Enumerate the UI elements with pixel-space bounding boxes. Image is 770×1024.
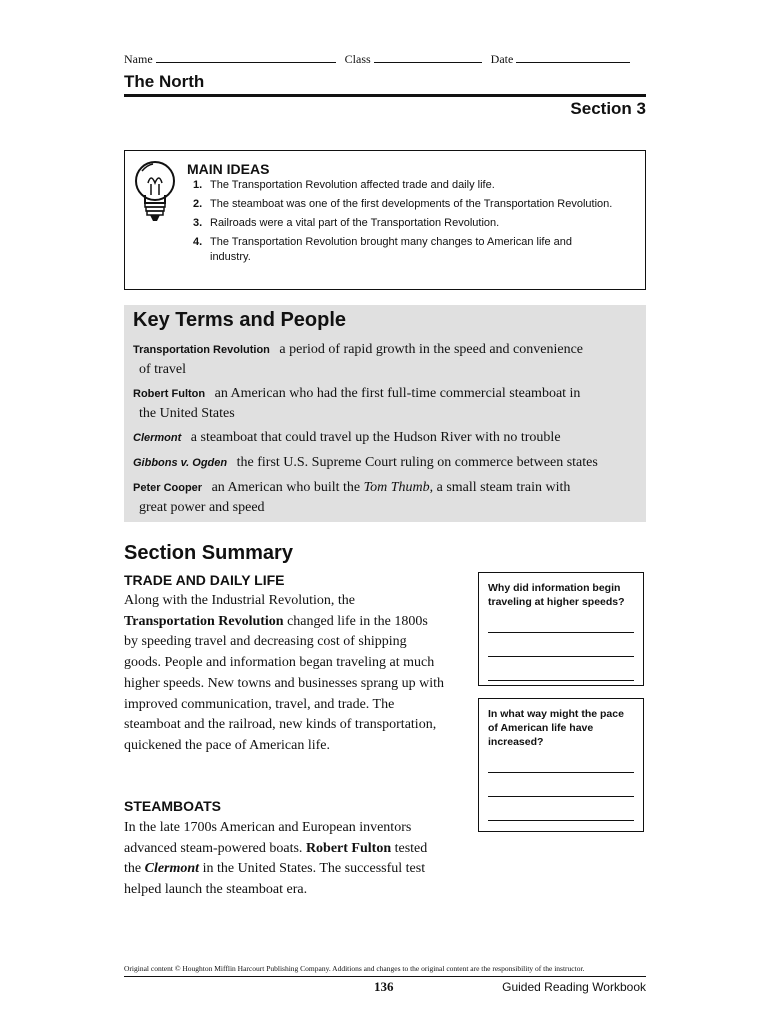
main-idea-text: The Transportation Revolution affected trade and daily life.	[210, 179, 495, 191]
key-term-definition-cont: of travel	[139, 362, 187, 377]
key-term: Clermont	[133, 432, 182, 444]
key-term-definition-cont: the United States	[139, 406, 235, 421]
margin-question-box	[478, 572, 644, 686]
trade-bold-term: Transportation Revolution	[124, 613, 284, 629]
main-idea-text: Railroads were a vital part of the Transportation Revolution.	[210, 217, 500, 229]
steamboats-paragraph	[124, 818, 444, 901]
margin-question: In what way might the pace of American life have increased?	[488, 708, 624, 748]
key-term-definition: the first U.S. Supreme Court ruling on commerce between states	[236, 455, 598, 470]
header-rule	[124, 94, 646, 97]
main-idea-item	[193, 178, 613, 193]
steamboats-text: in the United States. The successful test helped launch the steamboat era.	[124, 861, 426, 898]
key-term: Transportation Revolution	[133, 344, 270, 356]
key-terms-panel	[124, 305, 646, 522]
main-idea-item	[193, 235, 613, 265]
lightbulb-icon	[131, 157, 183, 225]
answer-line[interactable]	[488, 795, 634, 797]
date-field[interactable]	[516, 52, 630, 63]
key-term-entry	[133, 340, 639, 379]
section-summary-title: Section Summary	[124, 542, 293, 564]
margin-question-box	[478, 698, 644, 832]
main-idea-number: 3.	[193, 217, 203, 229]
key-term-definition-italic: Tom Thumb	[363, 480, 430, 495]
main-idea-text: The Transportation Revolution brought many changes to American life and industry.	[210, 236, 572, 263]
key-term-entry	[133, 478, 639, 517]
header-fields	[124, 52, 646, 67]
key-terms-title: Key Terms and People	[133, 309, 347, 331]
section-label: Section 3	[570, 99, 646, 118]
key-term-definition: an American who built the	[211, 480, 361, 495]
key-term: Robert Fulton	[133, 388, 206, 400]
margin-question: Why did information begin traveling at higher speeds?	[488, 582, 625, 608]
main-idea-item	[193, 197, 613, 212]
steamboats-text: In the late 1700s American and European inventors advanced steam-powered boats.	[124, 820, 412, 856]
answer-line[interactable]	[488, 655, 634, 657]
steamboats-text: tested the	[124, 840, 428, 877]
answer-line[interactable]	[488, 819, 634, 821]
key-term-definition: an American who had the first full-time commercial steamboat in	[214, 386, 581, 401]
answer-line[interactable]	[488, 771, 634, 773]
steamboats-heading: STEAMBOATS	[124, 798, 221, 814]
name-field[interactable]	[156, 52, 336, 63]
main-ideas-list	[193, 178, 613, 269]
page-number: 136	[374, 979, 394, 994]
key-term: Gibbons v. Ogden	[133, 457, 228, 469]
main-idea-item	[193, 216, 613, 231]
date-label: Date	[490, 52, 514, 66]
main-idea-number: 4.	[193, 236, 203, 248]
name-label: Name	[124, 52, 153, 66]
key-term-entry	[133, 428, 639, 448]
key-term-entry	[133, 453, 639, 473]
main-ideas-box	[124, 150, 646, 290]
trade-text: changed life in the 1800s by speeding travel and decreasing cost of shipping goods. People and information began traveling at much higher speeds. New towns and businesses sprang up with improved communication, travel, and trade. The steamboat and the railroad, new kinds of transportation, quickened the pace of American life.	[124, 613, 445, 753]
answer-line[interactable]	[488, 631, 634, 633]
copyright-note: Original content © Houghton Mifflin Harcourt Publishing Company. Additions and changes to the original content are the responsibility of the instructor.	[124, 964, 585, 973]
trade-heading: TRADE AND DAILY LIFE	[124, 572, 285, 588]
key-term-definition: a period of rapid growth in the speed and convenience	[279, 342, 584, 357]
main-idea-number: 2.	[193, 198, 203, 210]
key-term-entry	[133, 384, 639, 423]
main-idea-text: The steamboat was one of the first developments of the Transportation Revolution.	[210, 198, 613, 210]
main-ideas-heading: MAIN IDEAS	[187, 161, 270, 177]
key-term-definition: a steamboat that could travel up the Hudson River with no trouble	[190, 430, 561, 445]
chapter-title: The North	[124, 72, 205, 91]
key-term: Peter Cooper	[133, 482, 203, 494]
key-term-definition-cont: great power and speed	[139, 500, 265, 515]
trade-paragraph	[124, 591, 444, 757]
steamboats-bold-italic-name: Clermont	[144, 861, 200, 877]
class-label: Class	[344, 52, 371, 66]
class-field[interactable]	[374, 52, 482, 63]
workbook-title: Guided Reading Workbook	[502, 980, 646, 994]
key-term-definition: , a small steam train with	[429, 480, 571, 495]
steamboats-bold-name: Robert Fulton	[305, 840, 392, 856]
main-idea-number: 1.	[193, 179, 203, 191]
answer-line[interactable]	[488, 679, 634, 681]
footer-rule	[124, 976, 646, 977]
key-terms-list	[133, 340, 639, 522]
trade-text: Along with the Industrial Revolution, the	[124, 593, 355, 608]
